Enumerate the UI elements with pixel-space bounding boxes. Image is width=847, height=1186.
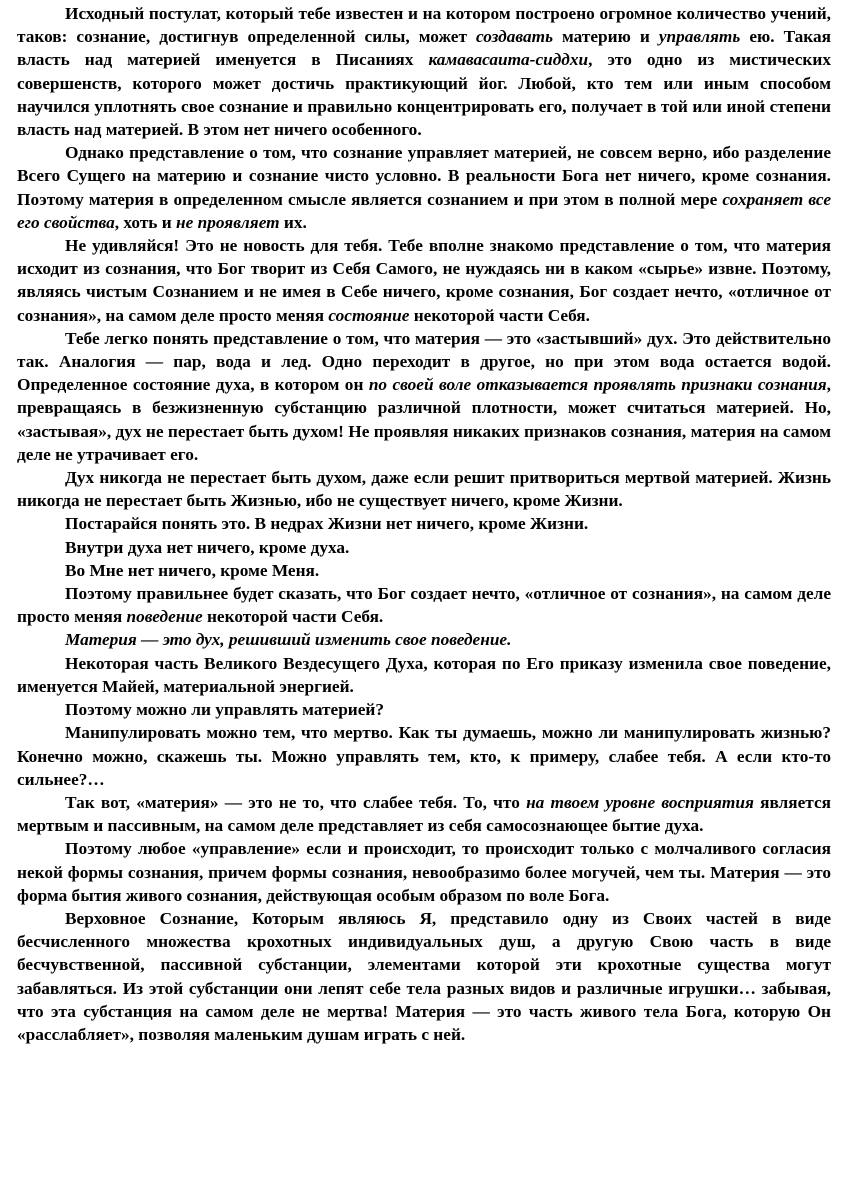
paragraph (17, 721, 831, 791)
text-run: , превращаясь в безжизненную субстанцию различной плотности, может считаться материей. Но, «застывая», дух не перестает быть духом! Не проявляя никаких признаков сознания, материя на самом деле не утрачивает его. (17, 375, 831, 464)
text-run: Поэтому правильнее будет сказать, что Бог создает нечто, «отличное от сознания», на самом деле просто меняя (17, 584, 831, 627)
italic-text-run: сохраняет все его свойства (17, 189, 831, 232)
paragraph (17, 234, 831, 327)
text-run: Постарайся понять это. В недрах Жизни нет ничего, кроме Жизни. (65, 514, 589, 534)
text-run: Некоторая часть Великого Вездесущего Духа, которая по Его приказу изменила свое поведение, именуется Майей, материальной энергией. (17, 653, 831, 696)
text-run: Во Мне нет ничего, кроме Меня. (65, 560, 320, 580)
text-run: , хоть и (114, 212, 177, 232)
text-run: Внутри духа нет ничего, кроме духа. (65, 537, 350, 557)
paragraph (17, 582, 831, 628)
text-run: является мертвым и пассивным, на самом деле представляет из себя самосознающее бытие духа. (17, 792, 831, 836)
text-run: ею. Такая власть над материей именуется в Писаниях (17, 27, 831, 70)
text-run: материю и (552, 27, 659, 47)
text-run: Поэтому можно ли управлять материей? (65, 700, 385, 720)
text-run: некоторой части Себя. (409, 305, 590, 325)
italic-text-run: создавать (476, 27, 553, 47)
text-run: Поэтому любое «управление» если и происходит, то происходит только с молчаливого согласия некой формы сознания, причем формы сознания, невообразимо более могучей, чем ты. Материя — это форма бытия живого сознания, действующая особым образом по воле Бога. (17, 839, 831, 905)
italic-text-run: на твоем уровне восприятия (526, 792, 754, 812)
text-run: Исходный постулат, который тебе известен и на котором построено огромное количество учений, таков: сознание, достигнув определенной силы, может (17, 4, 831, 47)
text-run: Манипулировать можно тем, что мертво. Как ты думаешь, можно ли манипулировать жизнью? Конечно можно, скажешь ты. Можно управлять тем, кто, к примеру, слабее тебя. А если кто-то сильнее?… (17, 723, 831, 789)
paragraph (17, 466, 831, 512)
italic-text-run: не проявляет (176, 212, 280, 232)
paragraph (17, 512, 831, 535)
paragraph (17, 698, 831, 721)
paragraph (17, 141, 831, 234)
text-run: их. (279, 212, 307, 232)
italic-text-run: состояние (328, 305, 410, 325)
paragraph (17, 791, 831, 837)
paragraph (17, 559, 831, 582)
text-run: Дух никогда не перестает быть духом, даже если решит притвориться мертвой материей. Жизнь никогда не перестает быть Жизнью, ибо не существует ничего, кроме Жизни. (17, 468, 831, 511)
paragraph (17, 2, 831, 141)
text-run: Однако представление о том, что сознание управляет материей, не совсем верно, ибо разделение Всего Сущего на материю и сознание чисто условно. В реальности Бога нет ничего, кроме сознания. Поэтому материя в определенном смысле является сознанием и при этом в полной мере (17, 143, 831, 209)
italic-text-run: камавасаита-сиддхи (428, 50, 589, 70)
paragraph (17, 536, 831, 559)
italic-text-run: Материя — это дух, решивший изменить свое поведение. (65, 630, 512, 650)
italic-text-run: управлять (658, 27, 741, 47)
paragraph (17, 837, 831, 907)
italic-text-run: поведение (126, 607, 203, 627)
paragraph (17, 628, 831, 651)
paragraph (17, 907, 831, 1046)
text-run: Не удивляйся! Это не новость для тебя. Тебе вполне знакомо представление о том, что материя исходит из сознания, что Бог творит из Себя Самого, не нуждаясь ни в каком «сырье» извне. Поэтому, являясь чистым Сознанием и не имея в Себе ничего, кроме сознания, Бог создает нечто, «отличное от сознания», на самом деле просто меняя (17, 236, 831, 325)
text-run: , это одно из мистических совершенств, которого может достичь практикующий йог. Любой, кто тем или иным способом научился уплотнять свое сознание и правильно концентрировать его, получает в той или иной степени власть над материей. В этом нет ничего особенного. (17, 50, 831, 140)
text-run: некоторой части Себя. (202, 607, 384, 627)
paragraph (17, 652, 831, 698)
text-run: Верховное Сознание, Которым являюсь Я, представило одну из Своих частей в виде бесчисленного множества крохотных индивидуальных душ, а другую Свою часть в виде бесчувственной, пассивной субстанции, элементами которой эти крохотные существа могут забавляться. Из этой субстанции они лепят себе тела разных видов и различные игрушки… забывая, что эта субстанция на самом деле не мертва! Материя — это часть живого тела Бога, которую Он «расслабляет», позволяя маленьким душам играть с ней. (17, 908, 831, 1044)
text-run: Так вот, «материя» — это не то, что слабее тебя. То, что (65, 792, 527, 812)
paragraph (17, 327, 831, 466)
italic-text-run: по своей воле отказывается проявлять признаки сознания (368, 375, 827, 395)
text-run: Тебе легко понять представление о том, что материя — это «застывший» дух. Это действительно так. Аналогия — пар, вода и лед. Одно переходит в другое, но при этом вода остается водой. Определенное состояние духа, в котором он (17, 328, 831, 395)
